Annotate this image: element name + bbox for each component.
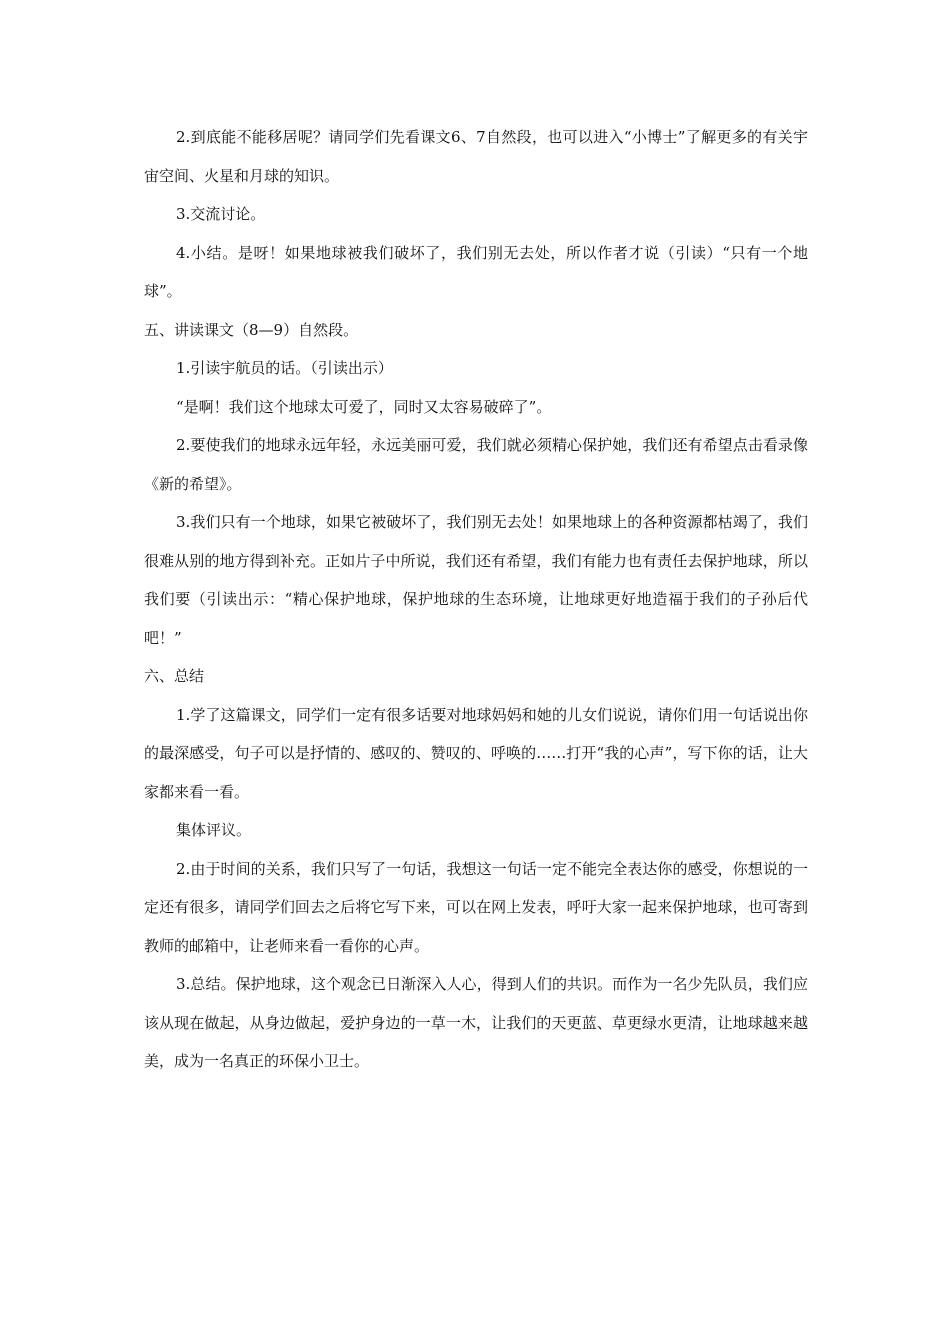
paragraph-conclusion: 3.总结。保护地球，这个观念已日渐深入人心，得到人们的共识。而作为一名少先队员，我们应该从现在做起，从身边做起，爱护身边的一草一木，让我们的天更蓝、草更绿水更清，让地球越来越美，成为一名真正的环保小卫士。 — [144, 975, 808, 1070]
paragraph-my-voice: 1.学了这篇课文，同学们一定有很多话要对地球妈妈和她的儿女们说说，请你们用一句话说出你的最深感受，句子可以是抒情的、感叹的、赞叹的、呼唤的……打开“我的心声”，写下你的话，让大家都来看一看。 — [144, 705, 808, 801]
paragraph-new-hope-video: 2.要使我们的地球永远年轻，永远美丽可爱，我们就必须精心保护她，我们还有希望点击看录像《新的希望》。 — [144, 436, 808, 493]
paragraph-step-2-relocation: 2.到底能不能移居呢？请同学们先看课文6、7自然段，也可以进入“小博士”了解更多的有关宇宙空间、火星和月球的知识。 — [144, 128, 808, 185]
section-heading-five: 五、讲读课文（8—9）自然段。 — [144, 320, 359, 339]
paragraph-astronaut-quote: “是啊！我们这个地球太可爱了，同时又太容易破碎了”。 — [176, 397, 552, 416]
paragraph-astronaut-quote-intro: 1.引读宇航员的话。（引读出示） — [176, 359, 393, 377]
paragraph-write-more: 2.由于时间的关系，我们只写了一句话，我想这一句话一定不能完全表达你的感受，你想说的一定还有很多，请同学们回去之后将它写下来，可以在网上发表，呼吁大家一起来保护地球，也可寄到教师的邮箱中，让老师来看一看你的心声。 — [144, 859, 808, 955]
paragraph-step-3-discussion: 3.交流讨论。 — [176, 205, 266, 223]
paragraph-step-4-summary: 4.小结。是呀！如果地球被我们破坏了，我们别无去处，所以作者才说（引读）“只有一个地球”。 — [144, 243, 808, 300]
document-page — [144, 118, 808, 1081]
paragraph-group-review: 集体评议。 — [176, 821, 252, 839]
section-heading-six: 六、总结 — [144, 667, 205, 685]
paragraph-one-earth: 3.我们只有一个地球，如果它被破坏了，我们别无去处！如果地球上的各种资源都枯竭了，我们很难从别的地方得到补充。正如片子中所说，我们还有希望，我们有能力也有责任去保护地球，所以我们要（引读出示：“精心保护地球，保护地球的生态环境，让地球更好地造福于我们的子孙后代吧！” — [144, 513, 808, 647]
